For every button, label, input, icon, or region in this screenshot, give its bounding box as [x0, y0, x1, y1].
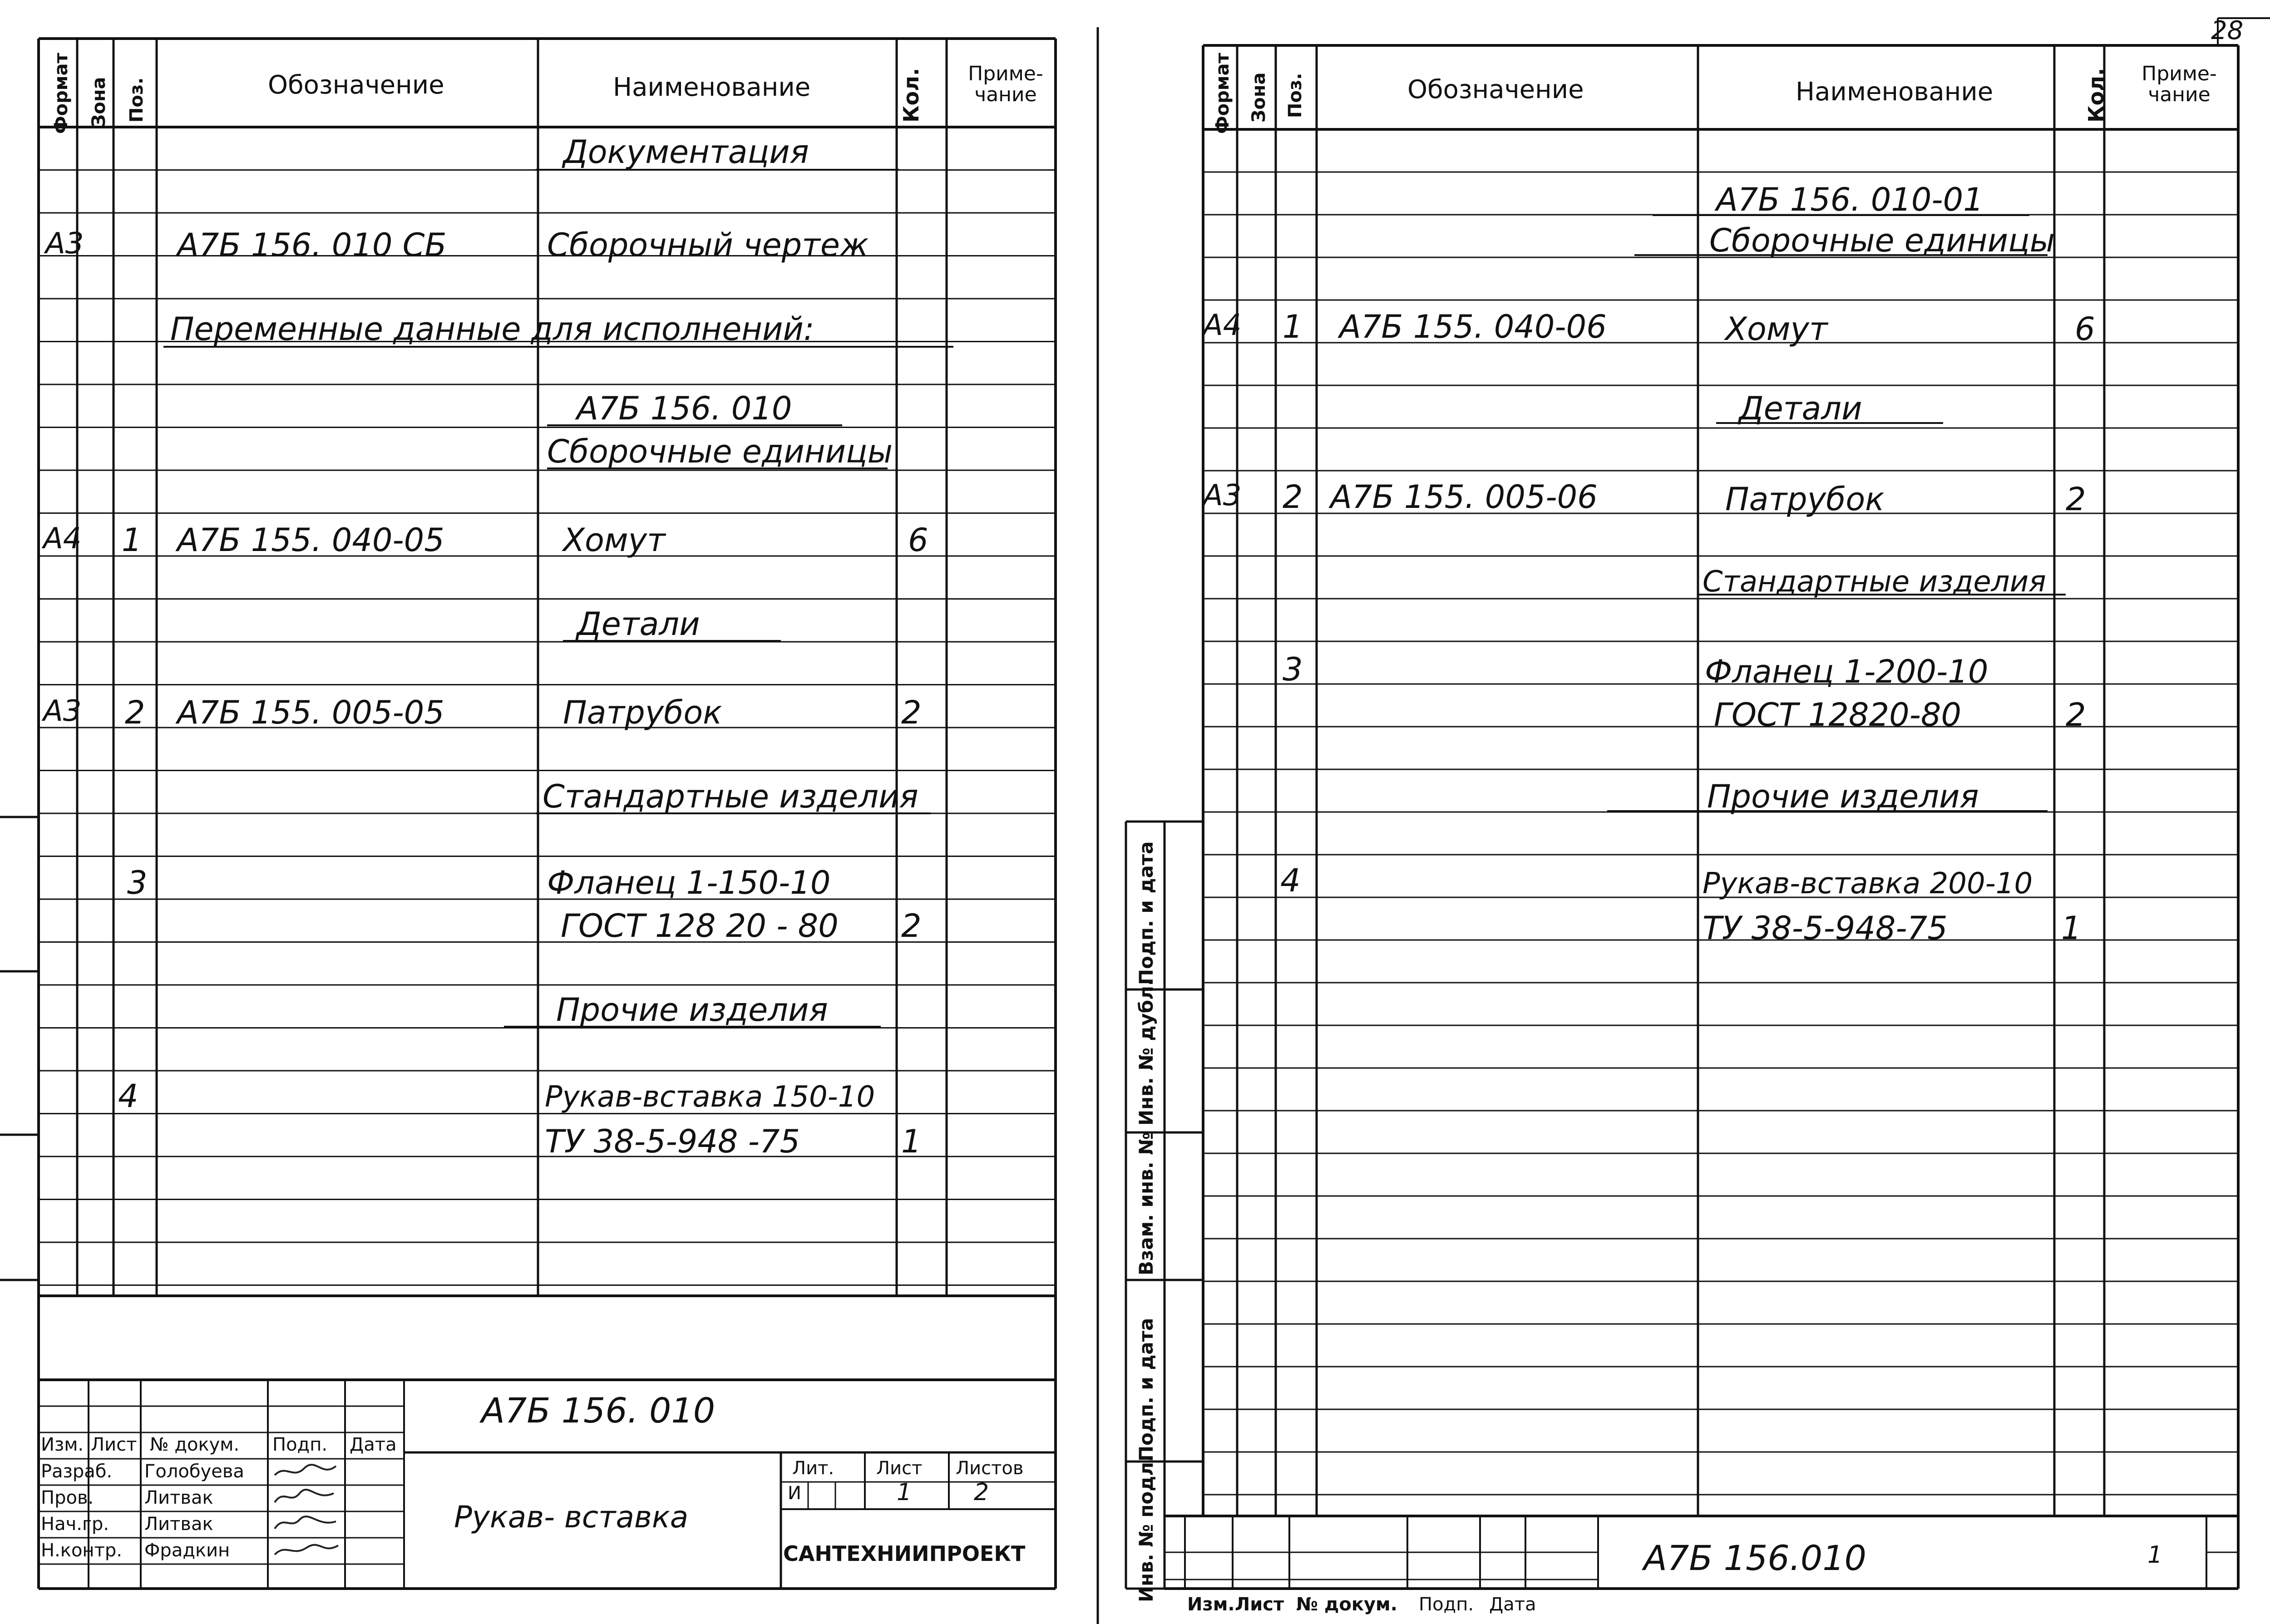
row-doc-format: А3: [45, 227, 84, 261]
tb-razrab: Разраб.: [41, 1461, 113, 1482]
section-assembly-units: Сборочные единицы: [1709, 222, 2055, 259]
row4-name-2: ТУ 38-5-948-75: [1702, 910, 1948, 947]
row2-designation: А7Б 155. 005-06: [1330, 478, 1598, 516]
section-standard: Стандартные изделия: [543, 778, 918, 815]
row2-designation: А7Б 155. 005-05: [177, 694, 444, 731]
section-documentation: Документация: [563, 133, 809, 171]
row1-pos: 1: [1283, 308, 1303, 345]
row4-qty: 1: [901, 1123, 922, 1160]
section-details: Детали: [577, 605, 700, 643]
header-designation: Обозначение: [1407, 75, 1584, 104]
tb-col-date: Дата: [1489, 1594, 1536, 1615]
tb-col-izm: Изм.: [1187, 1594, 1235, 1615]
tb-col-sign: Подп.: [1419, 1594, 1474, 1615]
tb-prov-name: Литвак: [144, 1487, 213, 1508]
tb-organization: САНТЕХНИИПРОЕКТ: [783, 1541, 1026, 1566]
tb-sheet-value: 1: [897, 1479, 912, 1506]
spec-sheet-1: [0, 0, 1099, 1624]
tb-sheet: Лист: [876, 1458, 923, 1479]
tb-nach: Нач.гр.: [41, 1514, 109, 1535]
row3-pos: 3: [127, 864, 148, 901]
row4-name-2: ТУ 38-5-948 -75: [545, 1123, 800, 1160]
row1-name: Хомут: [1725, 310, 1828, 348]
row1-name: Хомут: [563, 522, 666, 559]
tb-col-izm: Изм.: [41, 1434, 84, 1455]
row1-qty: 6: [908, 522, 928, 559]
row3-name-1: Фланец 1-200-10: [1705, 653, 1989, 690]
row4-pos: 4: [1280, 862, 1301, 899]
row4-name-1: Рукав-вставка 150-10: [545, 1080, 875, 1114]
tb-nkontr-name: Фрадкин: [144, 1540, 230, 1561]
row-doc-designation: А7Б 156. 010 СБ: [177, 226, 447, 264]
row4-pos: 4: [118, 1078, 138, 1115]
section-standard: Стандартные изделия: [1702, 565, 2046, 599]
header-designation: Обозначение: [268, 70, 444, 100]
tb-nkontr: Н.контр.: [41, 1540, 122, 1561]
header-zone: Зона: [1248, 72, 1269, 123]
header-name: Наименование: [613, 73, 811, 102]
row1-qty: 6: [2075, 310, 2095, 348]
row2-pos: 2: [1283, 478, 1303, 516]
header-note: Приме- чание: [2142, 62, 2217, 107]
tb-lit: Лит.: [792, 1458, 834, 1479]
tb-prov: Пров.: [41, 1487, 94, 1508]
signature-marks: [272, 1462, 340, 1566]
row1-designation: А7Б 155. 040-06: [1339, 308, 1607, 345]
stamp-vzam-inv: Взам. инв. №: [1135, 1132, 1157, 1275]
row4-name-1: Рукав-вставка 200-10: [1702, 867, 2033, 901]
header-pos: Поз.: [126, 77, 147, 123]
section-variable-data: Переменные данные для исполнений:: [170, 310, 814, 348]
header-format: Формат: [1212, 53, 1233, 134]
header-qty: Кол.: [899, 68, 923, 123]
tb-nach-name: Литвак: [144, 1514, 213, 1535]
row1-designation: А7Б 155. 040-05: [177, 522, 444, 559]
row3-name-2: ГОСТ 128 20 - 80: [561, 907, 839, 945]
tb-col-date: Дата: [350, 1434, 397, 1455]
tb-lit-value: И: [788, 1483, 801, 1504]
tb-doc-number: А7Б 156. 010: [481, 1390, 716, 1431]
stamp-inv-podl: Инв. № подл.: [1135, 1455, 1157, 1602]
row3-qty: 2: [901, 907, 922, 945]
stamp-sign-date-1: Подп. и дата: [1135, 841, 1157, 985]
tb-sheets-value: 2: [974, 1479, 989, 1506]
spec-grid: [1126, 0, 2270, 1624]
header-name: Наименование: [1796, 77, 1994, 107]
tb-col-sign: Подп.: [272, 1434, 328, 1455]
row3-name-1: Фланец 1-150-10: [547, 864, 831, 901]
row2-format: А3: [43, 694, 82, 728]
tb-razrab-name: Голобуева: [144, 1461, 244, 1482]
tb-col-list: Лист: [1235, 1594, 1284, 1615]
row2-pos: 2: [125, 694, 145, 731]
row3-name-2: ГОСТ 12820-80: [1714, 696, 1961, 733]
row2-qty: 2: [901, 694, 922, 731]
row2-name: Патрубок: [563, 694, 722, 731]
row2-qty: 2: [2066, 481, 2086, 518]
section-details: Детали: [1739, 390, 1862, 427]
header-format: Формат: [51, 53, 72, 134]
tb-col-doc: № докум.: [1296, 1594, 1397, 1615]
row-doc-name: Сборочный чертеж: [547, 226, 869, 264]
row3-pos: 3: [1283, 651, 1303, 688]
variant-title: А7Б 156. 010-01: [1716, 181, 1984, 218]
row1-format: А4: [1203, 309, 1242, 342]
row2-format: А3: [1203, 479, 1242, 512]
section-other: Прочие изделия: [556, 991, 828, 1029]
row1-pos: 1: [122, 522, 142, 559]
stamp-sign-date-2: Подп. и дата: [1135, 1318, 1157, 1462]
tb-doc-title: Рукав- вставка: [454, 1500, 689, 1535]
header-zone: Зона: [89, 77, 109, 127]
tb-col-doc: № докум.: [150, 1434, 240, 1455]
row4-qty: 1: [2061, 910, 2082, 947]
tb-sheet-value: 1: [2147, 1541, 2163, 1569]
tb-sheets: Листов: [956, 1458, 1024, 1479]
variant-title: А7Б 156. 010: [577, 390, 792, 427]
tb-doc-number: А7Б 156.010: [1643, 1538, 1866, 1578]
header-pos: Поз.: [1285, 73, 1306, 118]
tb-col-list: Лист: [91, 1434, 137, 1455]
page-number: 28: [2211, 16, 2244, 45]
spec-sheet-2: [1126, 0, 2270, 1624]
row2-name: Патрубок: [1725, 481, 1885, 518]
row1-format: А4: [43, 522, 82, 556]
section-other: Прочие изделия: [1707, 778, 1979, 815]
section-assembly-units: Сборочные единицы: [547, 433, 893, 470]
row3-qty: 2: [2066, 696, 2086, 733]
header-qty: Кол.: [2084, 68, 2108, 123]
header-note: Приме- чание: [968, 62, 1043, 107]
stamp-inv-dubl: Инв. № дубл.: [1135, 979, 1157, 1126]
